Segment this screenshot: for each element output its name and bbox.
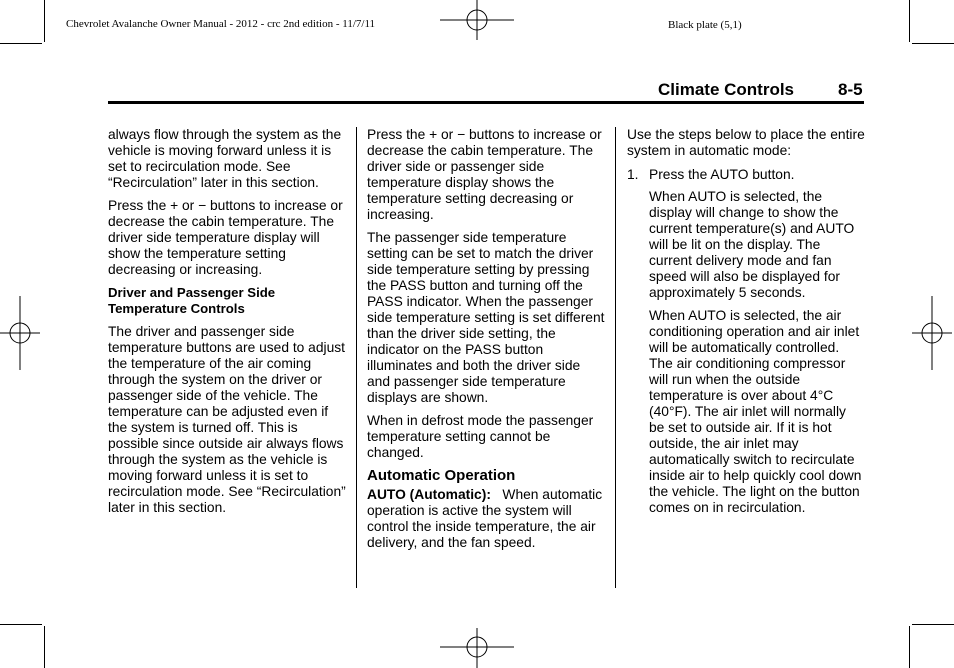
crop-mark [909,0,910,42]
paragraph: The passenger side temperature setting can be set to match the driver side temperature setting by pressing the PASS button and turning off the PASS indicator. When the passenger side temperature setting is set different than the driver side setting, the indicator on the PASS button illuminates and both the driver side and passenger side temperature displays are shown. [367,230,605,405]
paragraph: When AUTO is selected, the display will change to show the current temperature(s) and AUTO will be lit on the display. The current delivery mode and fan speed will also be displayed for approximately 5 seconds. [649,189,855,300]
step-item [627,167,865,183]
column-divider [615,127,616,588]
crop-mark [909,626,910,668]
section-title: Climate Controls [658,80,795,99]
column-divider [356,127,357,588]
registration-mark-icon [912,296,952,370]
crop-mark [912,43,954,44]
step-text: Press the AUTO button. [649,167,795,182]
paragraph: Use the steps below to place the entire system in automatic mode: [627,127,865,158]
column-2 [367,127,607,558]
header-rule [108,101,864,104]
auto-description: When automatic operation is active the system will control the inside temperature, the air delivery, and the fan speed. [367,487,603,550]
subheading: Driver and Passenger Side Temperature Controls [108,285,276,316]
paragraph [367,487,607,551]
crop-mark [912,624,954,625]
crop-mark [0,624,42,625]
crop-mark [44,0,45,42]
crop-mark [0,43,42,44]
paragraph: When in defrost mode the passenger temperature setting cannot be changed. [367,413,594,460]
step-number: 1. [627,167,639,182]
page-number: 8-5 [838,80,863,99]
registration-mark-icon [0,296,40,370]
plate-label: Black plate (5,1) [668,19,742,31]
section-heading: Automatic Operation [367,467,516,484]
paragraph: Press the + or − buttons to increase or decrease the cabin temperature. The driver side or passenger side temperature display shows the temperature setting decreasing or increasing. [367,127,602,222]
registration-mark-icon [440,628,514,668]
crop-mark [44,626,45,668]
column-3 [627,127,865,523]
paragraph: The driver and passenger side temperature buttons are used to adjust the temperature of the air coming through the system on the driver or passenger side of the vehicle. The temperature can be adjusted even if the system is turned off. This is possible since outside air always flows through the system as the vehicle is moving forward unless it is set to recirculation mode. See “Recirculation” later in this section. [108,324,346,515]
auto-term: AUTO (Automatic): [367,487,491,502]
paragraph: When AUTO is selected, the air conditioning operation and air inlet will be automatically controlled. The air conditioning compressor will run when the outside temperature is over about 4°C (40°F). The air inlet will normally be set to outside air. If it is hot outside, the air inlet may automatically switch to recirculate inside air to help quickly cool down the vehicle. The light on the button comes on in recirculation. [649,308,862,515]
paragraph: always flow through the system as the vehicle is moving forward unless it is set to recirculation mode. See “Recirculation” later in this section. [108,127,342,190]
paragraph: Press the + or − buttons to increase or decrease the cabin temperature. The driver side temperature display will show the temperature setting decreasing or increasing. [108,198,343,277]
plate-header: Chevrolet Avalanche Owner Manual - 2012 - crc 2nd edition - 11/7/11 [66,18,376,30]
registration-mark-icon [440,0,514,40]
column-1 [108,127,348,523]
